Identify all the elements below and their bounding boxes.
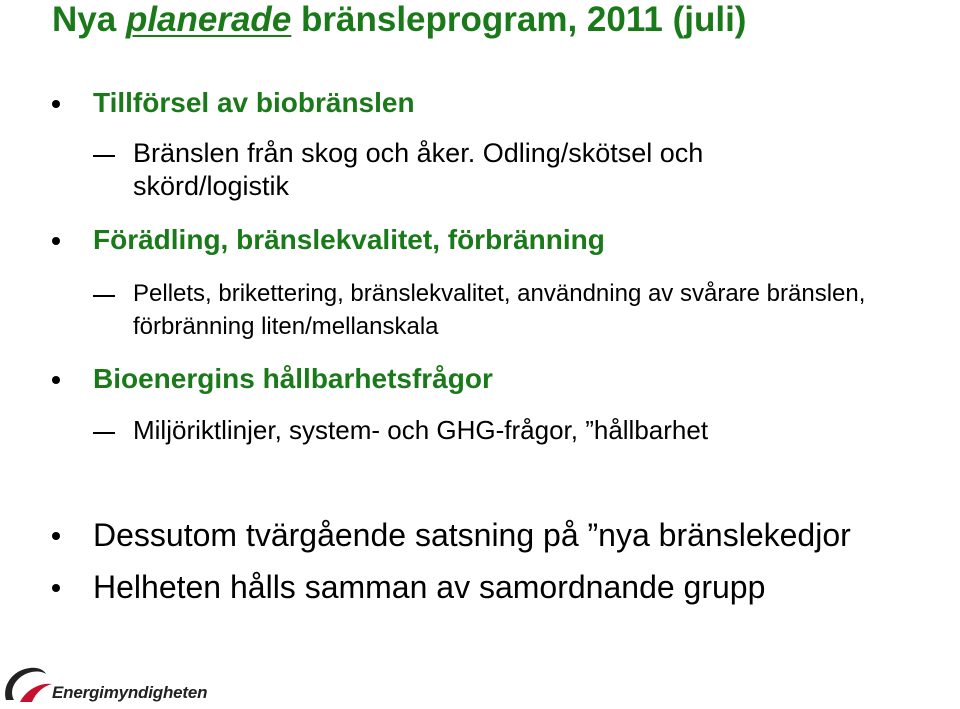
logo-name: Energimyndigheten (52, 683, 208, 702)
bullet-heading: Tillförsel av biobränslen (93, 87, 415, 118)
logo-swoosh-red (20, 684, 52, 702)
bullet-dot (52, 584, 60, 592)
sub-bullet-dash (93, 155, 115, 157)
title-emphasis: planerade (125, 0, 292, 39)
bullet-heading: Dessutom tvärgående satsning på ”nya bränslekedjor (93, 517, 851, 553)
sub-bullet-dash (93, 432, 115, 434)
bullet-heading: Bioenergins hållbarhetsfrågor (93, 363, 493, 394)
sub-bullet-text: Pellets, brikettering, bränslekvalitet, användning av svårare bränslen, förbränning liten/mellanskala (133, 280, 866, 340)
sub-bullet-text: Bränslen från skog och åker. Odling/skötsel och skörd/logistik (133, 138, 704, 201)
sub-bullet-text: Miljöriktlinjer, system- och GHG-frågor, ”hållbarhet (133, 415, 709, 445)
sub-bullet-dash (93, 295, 115, 297)
slide-title (52, 0, 746, 40)
bullet-dot (52, 100, 60, 108)
bullet-dot (52, 376, 60, 384)
title-suffix: bränsleprogram, 2011 (juli) (291, 0, 747, 39)
bullet-dot (52, 237, 60, 245)
bullet-dot (52, 532, 60, 540)
bullet-heading: Helheten hålls samman av samordnande grupp (93, 569, 766, 605)
title-prefix: Nya (52, 0, 126, 39)
bullet-heading: Förädling, bränslekvalitet, förbränning (93, 224, 605, 255)
